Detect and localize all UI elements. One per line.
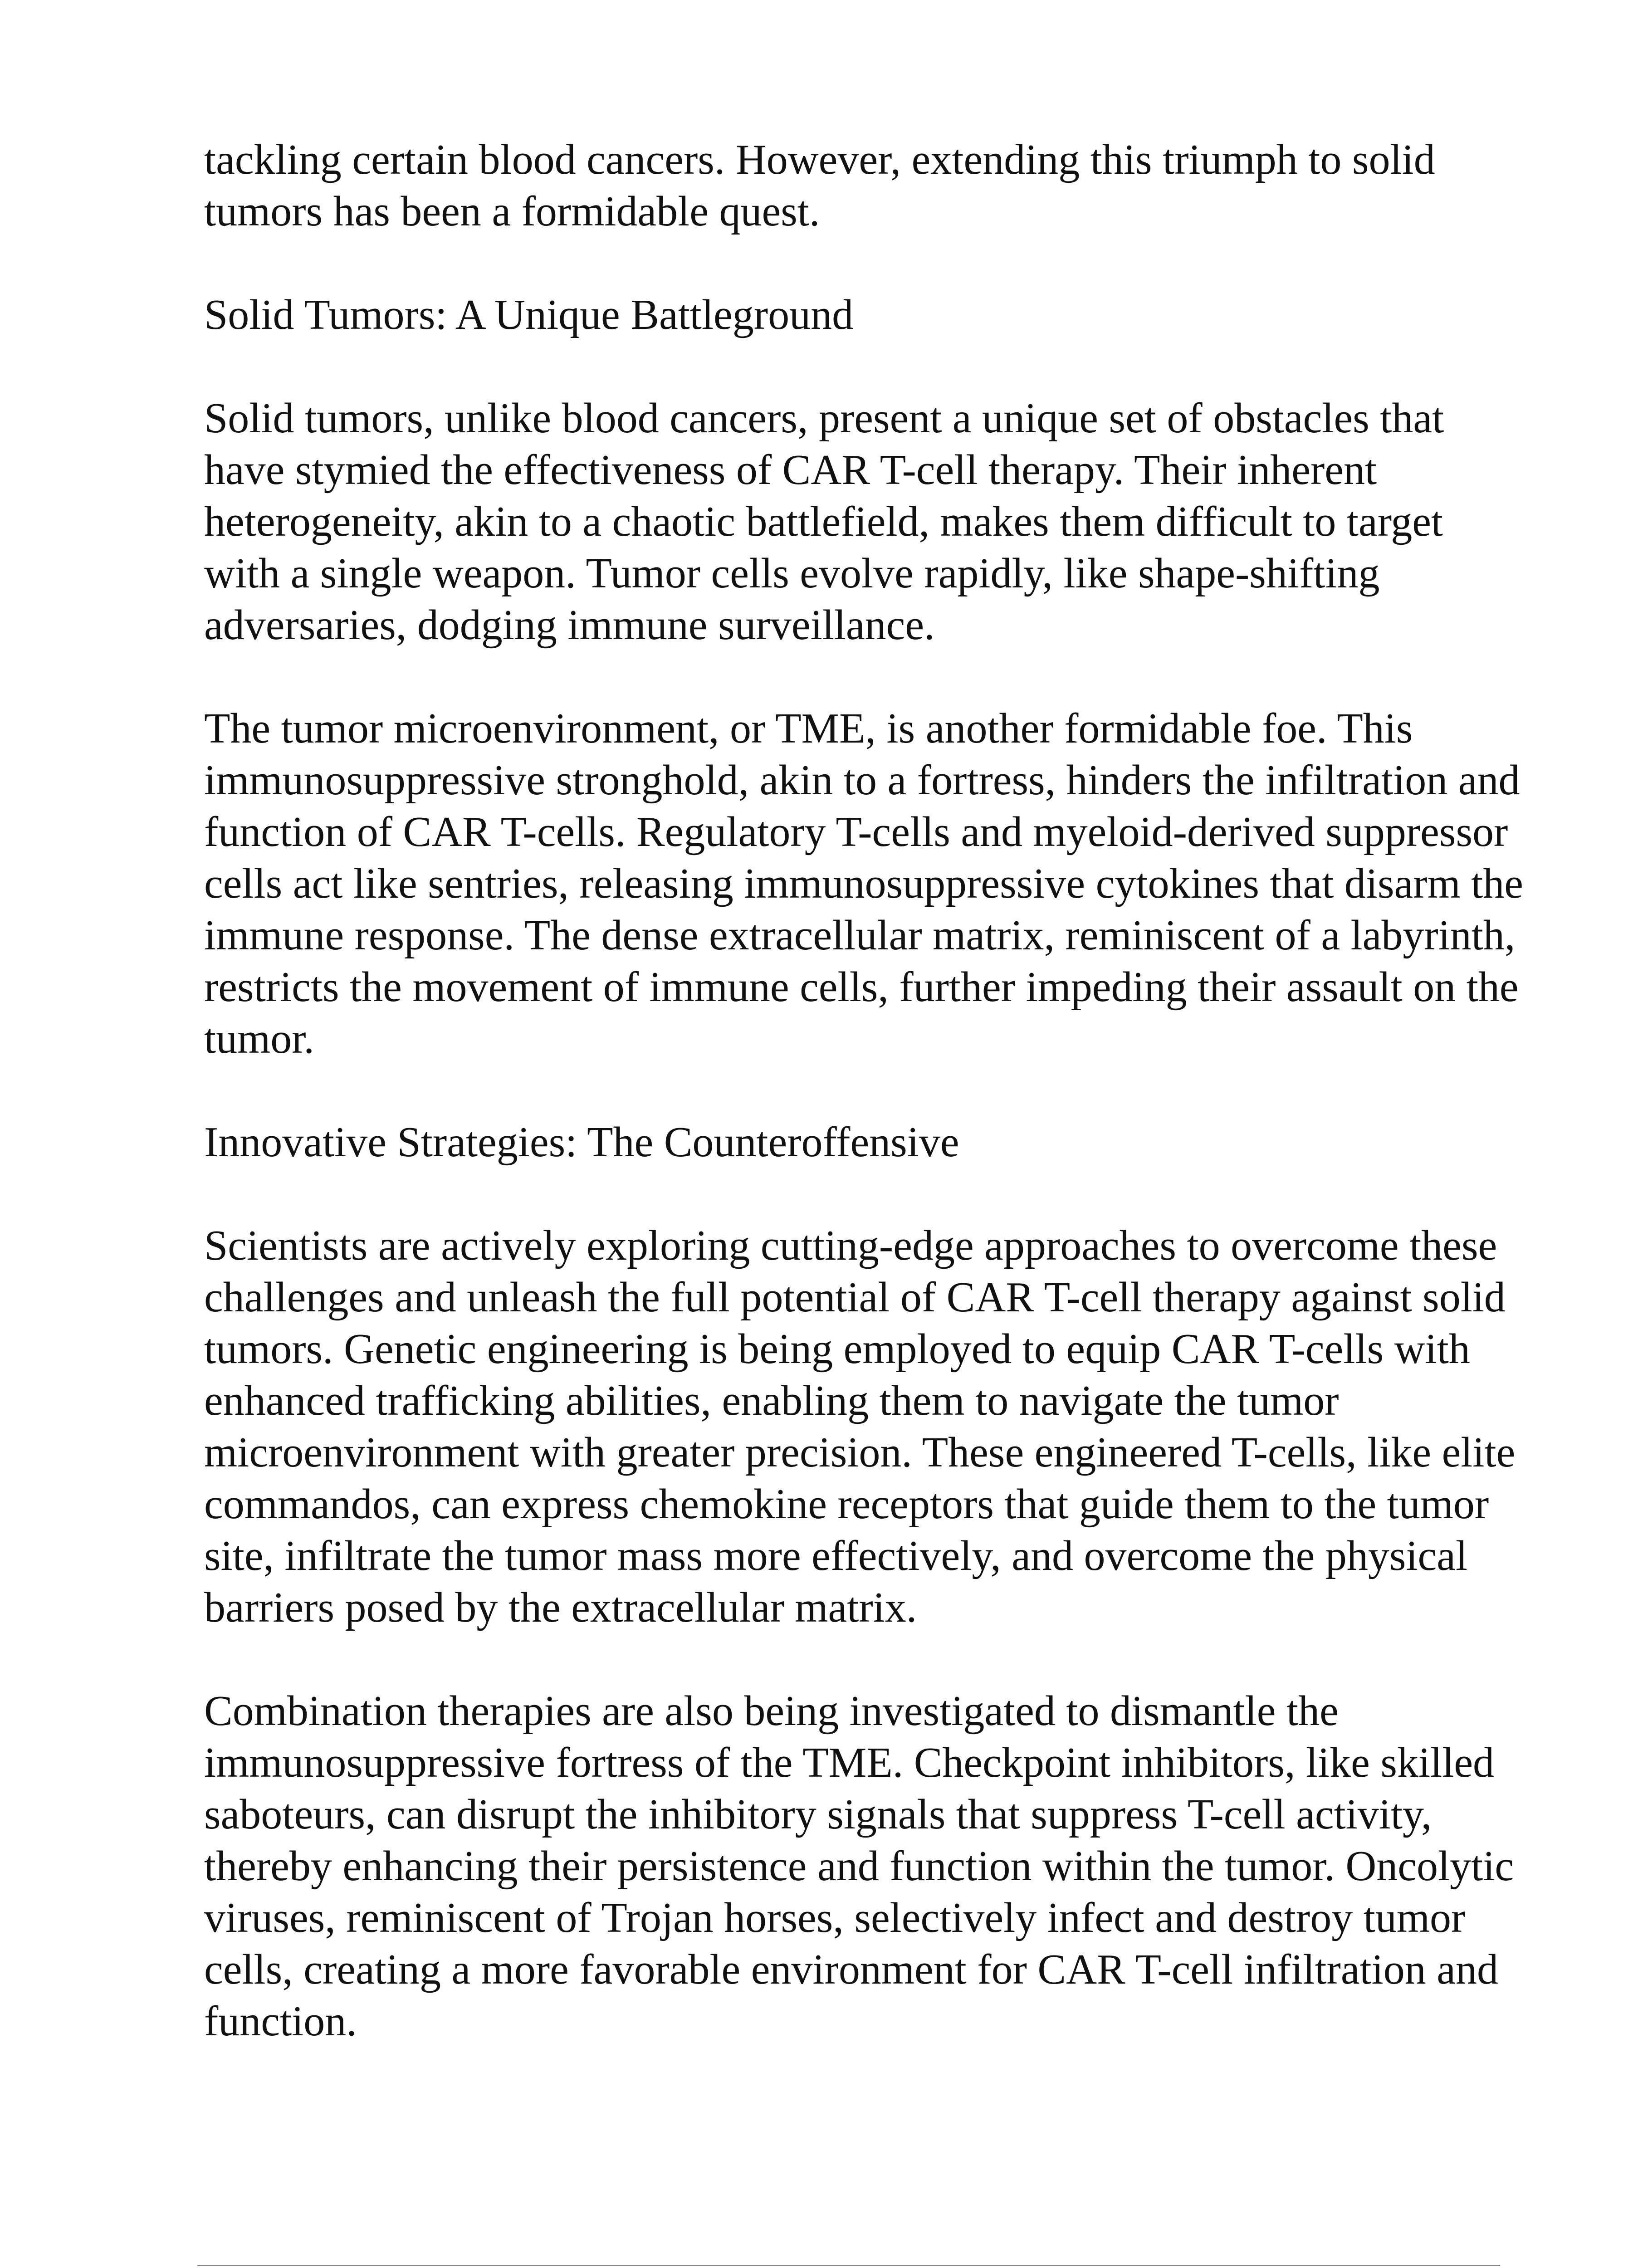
- section-heading-innovative-strategies: Innovative Strategies: The Counteroffensive: [204, 1119, 959, 1166]
- paragraph-genetic-engineering: Scientists are actively exploring cutting-edge approaches to overcome these challenges and unleash the full potential of CAR T-cell therapy against solid tumors. Genetic engineering is being employed to equip CAR T-cells with enhanced trafficking abilities, enabling them to navigate the tumor microenvironment with greater precision. These engineered T-cells, like elite commandos, can express chemokine receptors that guide them to the tumor site, infiltrate the tumor mass more effectively, and overcome the physical barriers posed by the extracellular matrix.: [204, 1222, 1516, 1631]
- body-text: [204, 134, 1524, 2099]
- paragraph-continuation: tackling certain blood cancers. However, extending this triumph to solid tumors has been a formidable quest.: [204, 136, 1435, 235]
- footer-divider: [197, 2265, 1500, 2266]
- paragraph-tumor-microenvironment: The tumor microenvironment, or TME, is another formidable foe. This immunosuppressive stronghold, akin to a fortress, hinders the infiltration and function of CAR T-cells. Regulatory T-cells and myeloid-derived suppressor cells act like sentries, releasing immunosuppressive cytokines that disarm the immune response. The dense extracellular matrix, reminiscent of a labyrinth, restricts the movement of immune cells, further impeding their assault on the tumor.: [204, 705, 1524, 1062]
- section-heading-solid-tumors: Solid Tumors: A Unique Battleground: [204, 291, 854, 338]
- paragraph-combination-therapies: Combination therapies are also being investigated to dismantle the immunosuppressive fortress of the TME. Checkpoint inhibitors, like skilled saboteurs, can disrupt the inhibitory signals that suppress T-cell activity, thereby enhancing their persistence and function within the tumor. Oncolytic viruses, reminiscent of Trojan horses, selectively infect and destroy tumor cells, creating a more favorable environment for CAR T-cell infiltration and function.: [204, 1687, 1514, 2045]
- paragraph-solid-tumors: Solid tumors, unlike blood cancers, present a unique set of obstacles that have stymied the effectiveness of CAR T-cell therapy. Their inherent heterogeneity, akin to a chaotic battlefield, makes them difficult to target with a single weapon. Tumor cells evolve rapidly, like shape-shifting adversaries, dodging immune surveillance.: [204, 395, 1444, 649]
